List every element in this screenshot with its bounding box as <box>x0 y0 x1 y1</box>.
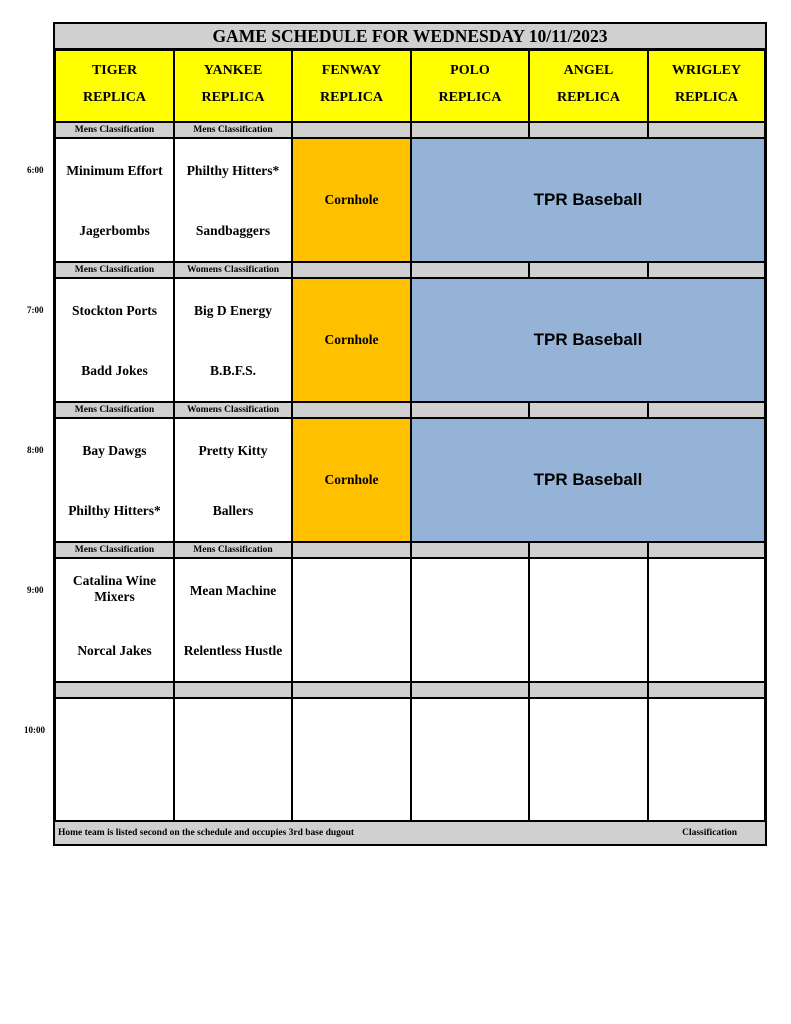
matchup-yankee-7 <box>174 278 292 402</box>
home-team: Jagerbombs <box>79 223 150 238</box>
classification-bar <box>529 122 648 138</box>
field-subtitle: REPLICA <box>556 90 620 105</box>
field-subtitle: REPLICA <box>438 90 502 105</box>
field-header-polo <box>411 50 529 122</box>
matchup-tiger-9 <box>55 558 174 682</box>
footer-classification-label: Classification <box>682 828 737 838</box>
away-team: Mean Machine <box>189 583 277 598</box>
away-team: Bay Dawgs <box>82 443 147 458</box>
classification-bar <box>292 682 411 698</box>
field-header-tiger <box>55 50 174 122</box>
classification-bar <box>292 262 411 278</box>
away-team: Minimum Effort <box>66 163 163 178</box>
field-name: POLO <box>450 63 490 78</box>
classification-bar <box>174 682 292 698</box>
empty-slot <box>411 558 529 682</box>
matchup-tiger-6 <box>55 138 174 262</box>
classification-bar <box>292 542 411 558</box>
time-label-8: 8:00 <box>27 445 44 455</box>
footer-note-bar <box>55 820 765 844</box>
field-name: WRIGLEY <box>671 63 742 78</box>
classification-bar <box>648 542 765 558</box>
away-team: Catalina Wine Mixers <box>72 573 157 604</box>
time-label-10: 10:00 <box>24 725 45 735</box>
classification-bar <box>411 402 529 418</box>
cornhole-block-6: Cornhole <box>292 138 411 262</box>
empty-slot <box>529 558 648 682</box>
matchup-yankee-8 <box>174 418 292 542</box>
empty-slot <box>529 698 648 822</box>
field-header-fenway <box>292 50 411 122</box>
field-name: FENWAY <box>321 63 382 78</box>
classification-bar <box>411 122 529 138</box>
matchup-tiger-8 <box>55 418 174 542</box>
classification-label: Mens Classification <box>55 122 174 138</box>
home-team-note: Home team is listed second on the schedule and occupies 3rd base dugout <box>58 828 355 838</box>
tpr-baseball-block-8: TPR Baseball <box>411 418 765 542</box>
classification-label: Mens Classification <box>55 402 174 418</box>
field-name: YANKEE <box>203 63 263 78</box>
time-label-6: 6:00 <box>27 165 44 175</box>
schedule-table <box>53 22 767 846</box>
empty-slot <box>55 698 174 822</box>
classification-bar <box>411 262 529 278</box>
page-title: GAME SCHEDULE FOR WEDNESDAY 10/11/2023 <box>55 24 765 50</box>
time-label-9: 9:00 <box>27 585 44 595</box>
classification-bar <box>648 402 765 418</box>
field-name: ANGEL <box>563 63 614 78</box>
empty-slot <box>648 558 765 682</box>
classification-label: Mens Classification <box>55 542 174 558</box>
classification-bar <box>648 122 765 138</box>
classification-bar <box>411 682 529 698</box>
classification-bar <box>292 402 411 418</box>
classification-bar <box>648 262 765 278</box>
cornhole-block-7: Cornhole <box>292 278 411 402</box>
home-team: Badd Jokes <box>81 363 148 378</box>
classification-bar <box>529 402 648 418</box>
empty-slot <box>292 698 411 822</box>
field-header-yankee <box>174 50 292 122</box>
away-team: Big D Energy <box>193 303 272 318</box>
tpr-baseball-block-6: TPR Baseball <box>411 138 765 262</box>
home-team: Relentless Hustle <box>183 643 283 658</box>
field-subtitle: REPLICA <box>319 90 383 105</box>
classification-bar <box>648 682 765 698</box>
classification-label: Womens Classification <box>174 262 292 278</box>
classification-bar <box>292 122 411 138</box>
home-team: Sandbaggers <box>195 223 271 238</box>
away-team: Pretty Kitty <box>198 443 268 458</box>
time-label-7: 7:00 <box>27 305 44 315</box>
classification-bar <box>529 682 648 698</box>
empty-slot <box>292 558 411 682</box>
classification-label: Mens Classification <box>55 262 174 278</box>
classification-bar <box>529 262 648 278</box>
field-subtitle: REPLICA <box>82 90 146 105</box>
empty-slot <box>174 698 292 822</box>
home-team: Philthy Hitters* <box>68 503 161 518</box>
empty-slot <box>648 698 765 822</box>
home-team: Ballers <box>212 503 254 518</box>
matchup-yankee-6 <box>174 138 292 262</box>
classification-label: Mens Classification <box>174 122 292 138</box>
tpr-baseball-block-7: TPR Baseball <box>411 278 765 402</box>
away-team: Stockton Ports <box>71 303 158 318</box>
field-header-angel <box>529 50 648 122</box>
home-team: B.B.F.S. <box>209 363 257 378</box>
classification-label: Mens Classification <box>174 542 292 558</box>
empty-slot <box>411 698 529 822</box>
field-subtitle: REPLICA <box>201 90 265 105</box>
field-subtitle: REPLICA <box>674 90 738 105</box>
classification-label: Womens Classification <box>174 402 292 418</box>
field-name: TIGER <box>91 63 138 78</box>
classification-bar <box>55 682 174 698</box>
field-header-wrigley <box>648 50 765 122</box>
classification-bar <box>411 542 529 558</box>
classification-bar <box>529 542 648 558</box>
away-team: Philthy Hitters* <box>186 163 280 178</box>
home-team: Norcal Jakes <box>77 643 152 658</box>
cornhole-block-8: Cornhole <box>292 418 411 542</box>
matchup-tiger-7 <box>55 278 174 402</box>
matchup-yankee-9 <box>174 558 292 682</box>
